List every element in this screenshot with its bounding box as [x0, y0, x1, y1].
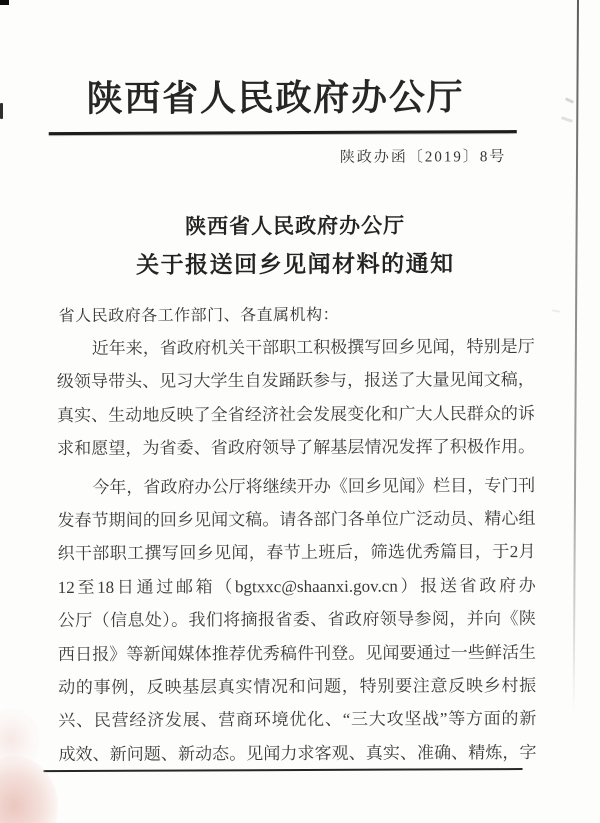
body-paragraphs: [57, 330, 537, 771]
body-line: 织干部职工撰写回乡见闻，春节上班后，筛选优秀篇目，于2月: [57, 542, 536, 564]
salutation: 省人民政府各工作部门、各直属机构：: [58, 306, 340, 326]
letterhead-title: 陕西省人民政府办公厅: [86, 77, 463, 119]
body-line: 12至18日通过邮箱（bgtxxc@shaanxi.gov.cn）报送省政府办: [57, 575, 536, 597]
scan-edge-mark: [0, 103, 3, 119]
document-number: 陕政办函〔2019〕8号: [339, 149, 507, 166]
body-line: 公厅（信息处）。我们将摘报省委、省政府领导参阅，并向《陕: [57, 609, 536, 631]
body-line: 动的事例，反映基层真实情况和问题，特别要注意反映乡村振: [58, 675, 537, 697]
body-line: 求和愿望，为省委、省政府领导了解基层情况发挥了积极作用。: [57, 437, 536, 459]
body-line: 级领导带头、见习大学生自发踊跃参与，报送了大量见闻文稿，: [56, 370, 535, 392]
document-title-line1: 陕西省人民政府办公厅: [185, 213, 406, 239]
body-line: 今年，省政府办公厅将继续开办《回乡见闻》栏目，专门刊: [92, 475, 536, 497]
body-line: 近年来，省政府机关干部职工积极撰写回乡见闻，特别是厅: [91, 336, 535, 358]
body-line: 西日报》等新闻媒体推荐优秀稿件刊登。见闻要通过一些鲜活生: [57, 642, 537, 664]
body-line: 兴、民营经济发展、营商环境优化、“三大攻坚战”等方面的新: [58, 709, 537, 731]
body-line: 成效、新问题、新动态。见闻力求客观、真实、准确、精炼，字: [58, 742, 537, 764]
scan-corner-mark: [0, 0, 9, 5]
body-line: 发春节期间的回乡见闻文稿。请各部门各单位广泛动员、精心组: [57, 508, 536, 531]
letterhead-rule: [49, 130, 517, 135]
body-line: 真实、生动地反映了全省经济社会发展变化和广大人民群众的诉: [56, 403, 536, 425]
document-title: [56, 211, 534, 281]
document-title-line2: 关于报送回乡见闻材料的通知: [136, 251, 455, 278]
